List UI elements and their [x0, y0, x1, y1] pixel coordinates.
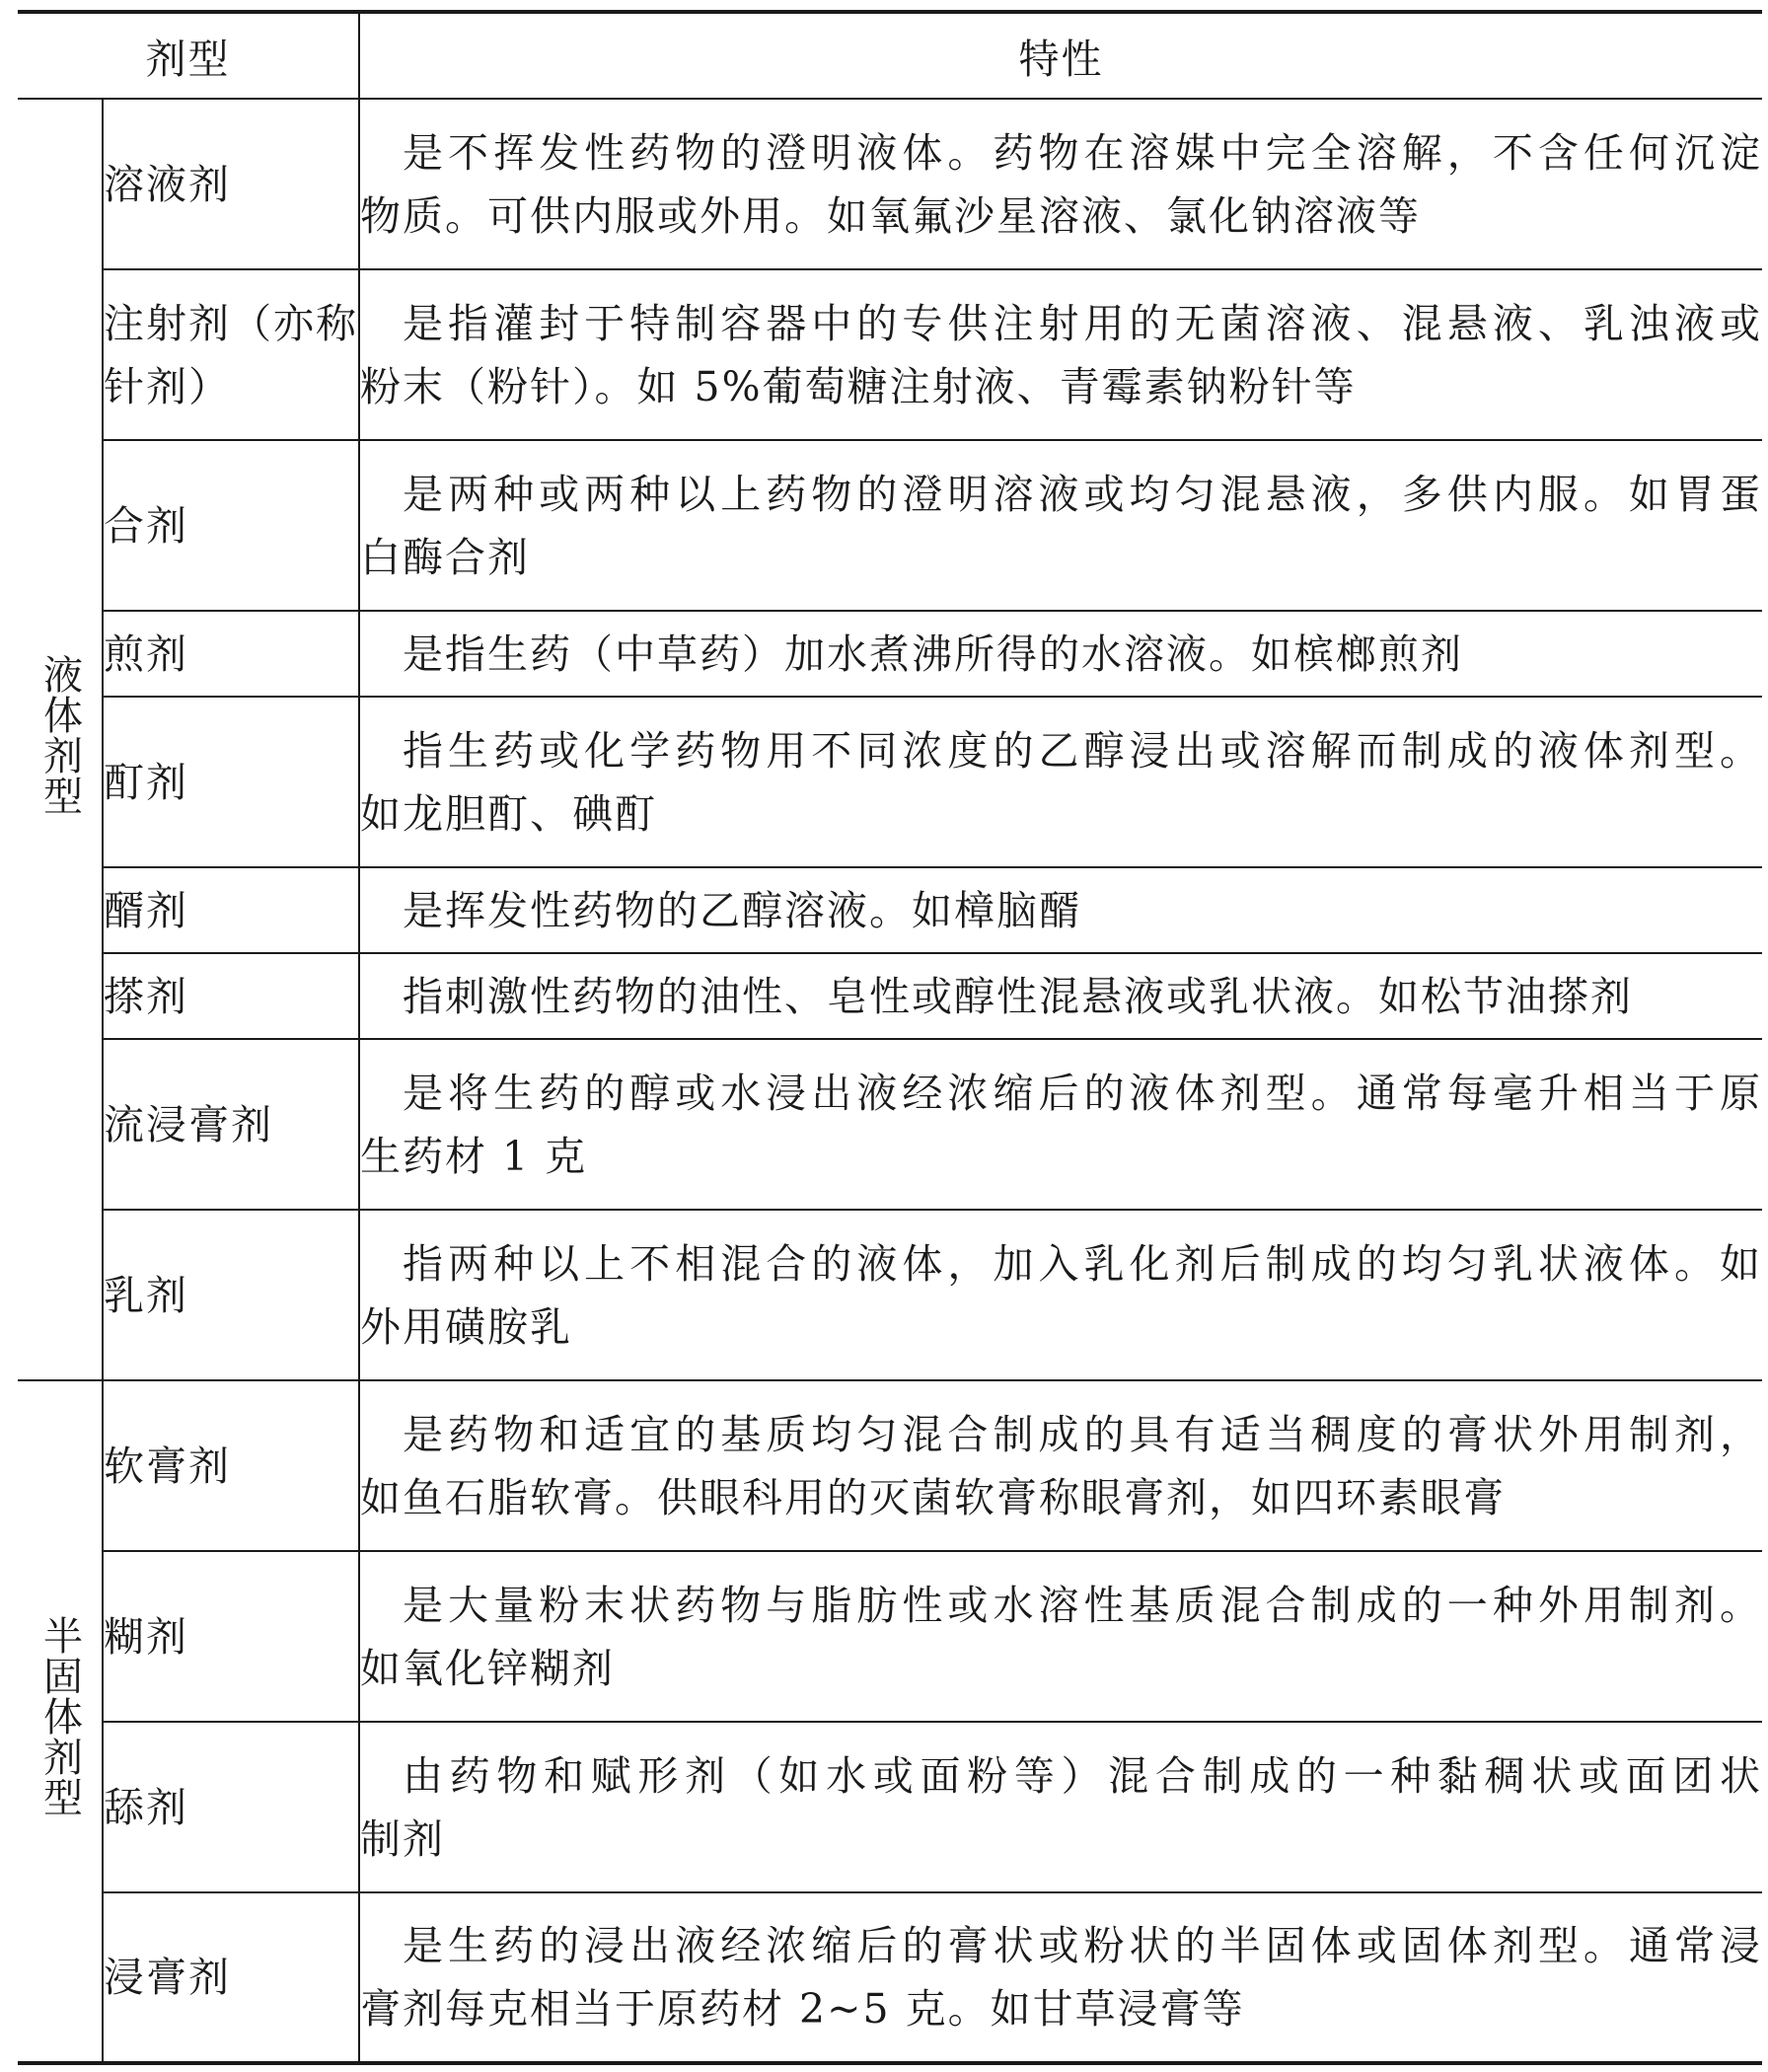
- properties-line: 生药材 1 克: [360, 1132, 588, 1180]
- table-row: [18, 611, 1762, 697]
- group-cell-liquid: [18, 99, 103, 1380]
- properties-cell: [359, 1892, 1762, 2063]
- properties-line: 白酶合剂: [360, 533, 530, 581]
- properties-cell: [359, 697, 1762, 867]
- header-row: [18, 12, 1762, 99]
- properties-line: 制剂: [360, 1814, 445, 1863]
- properties-cell: [359, 1380, 1762, 1551]
- table-header: [18, 12, 1762, 99]
- properties-line: 粉末（粉针）。如 5%葡萄糖注射液、青霉素钠粉针等: [360, 362, 1357, 410]
- header-dosage-form: 剂型: [18, 12, 359, 99]
- dosage-name-cell: 软膏剂: [103, 1380, 359, 1551]
- properties-line: 是将生药的醇或水浸出液经浓缩后的液体剂型。通常每毫升相当于原: [403, 1069, 1762, 1117]
- dosage-name-cell: 流浸膏剂: [103, 1039, 359, 1210]
- properties-line: 是指生药（中草药）加水煮沸所得的水溶液。如槟榔煎剂: [403, 629, 1463, 678]
- dosage-form-table: [18, 10, 1762, 2065]
- properties-cell: [359, 611, 1762, 697]
- table-row: [18, 1039, 1762, 1210]
- dosage-name-cell: 合剂: [103, 440, 359, 611]
- properties-line: 物质。可供内服或外用。如氧氟沙星溶液、氯化钠溶液等: [360, 191, 1421, 240]
- table-row: [18, 1551, 1762, 1722]
- properties-line: 膏剂每克相当于原药材 2~5 克。如甘草浸膏等: [360, 1985, 1245, 2033]
- properties-cell: [359, 953, 1762, 1039]
- properties-line: 指生药或化学药物用不同浓度的乙醇浸出或溶解而制成的液体剂型。: [403, 726, 1762, 775]
- dosage-name-cell: 煎剂: [103, 611, 359, 697]
- properties-cell: [359, 99, 1762, 269]
- group-cell-semisolid: [18, 1380, 103, 2063]
- properties-line: 是两种或两种以上药物的澄明溶液或均匀混悬液，多供内服。如胃蛋: [403, 470, 1762, 518]
- group-label: 半固体剂型: [37, 1615, 83, 1817]
- properties-cell: [359, 1551, 1762, 1722]
- properties-line: 由药物和赋形剂（如水或面粉等）混合制成的一种黏稠状或面团状: [403, 1751, 1762, 1800]
- properties-cell: [359, 867, 1762, 953]
- properties-line: 是不挥发性药物的澄明液体。药物在溶媒中完全溶解，不含任何沉淀: [403, 128, 1762, 177]
- dosage-name-cell: 舔剂: [103, 1722, 359, 1892]
- table-row: [18, 1892, 1762, 2063]
- properties-line: 如氧化锌糊剂: [360, 1644, 615, 1692]
- table-row: [18, 99, 1762, 269]
- properties-line: 指刺激性药物的油性、皂性或醇性混悬液或乳状液。如松节油搽剂: [403, 972, 1633, 1020]
- properties-line: 是生药的浸出液经浓缩后的膏状或粉状的半固体或固体剂型。通常浸: [403, 1922, 1762, 1969]
- table-row: [18, 440, 1762, 611]
- dosage-name-cell: 乳剂: [103, 1210, 359, 1380]
- table-body: [18, 99, 1762, 2063]
- dosage-name-cell: 醑剂: [103, 867, 359, 953]
- properties-cell: [359, 1722, 1762, 1892]
- properties-line: 是大量粉末状药物与脂肪性或水溶性基质混合制成的一种外用制剂。: [403, 1581, 1762, 1629]
- table-row: [18, 269, 1762, 440]
- table-row: [18, 1210, 1762, 1380]
- properties-line: 如龙胆酊、碘酊: [360, 789, 657, 838]
- properties-line: 指两种以上不相混合的液体，加入乳化剂后制成的均匀乳状液体。如: [403, 1239, 1762, 1288]
- dosage-name-cell: 浸膏剂: [103, 1892, 359, 2063]
- table-row: [18, 697, 1762, 867]
- dosage-name-cell: 溶液剂: [103, 99, 359, 269]
- header-properties: 特性: [359, 12, 1762, 99]
- properties-line: 外用磺胺乳: [360, 1302, 572, 1351]
- properties-line: 是指灌封于特制容器中的专供注射用的无菌溶液、混悬液、乳浊液或: [403, 299, 1762, 347]
- group-label: 液体剂型: [37, 653, 83, 816]
- dosage-name-cell: 搽剂: [103, 953, 359, 1039]
- table-row: [18, 1722, 1762, 1892]
- properties-line: 是药物和适宜的基质均匀混合制成的具有适当稠度的膏状外用制剂，: [403, 1410, 1762, 1458]
- dosage-name-cell: 糊剂: [103, 1551, 359, 1722]
- properties-cell: [359, 440, 1762, 611]
- properties-cell: [359, 269, 1762, 440]
- dosage-name-cell: 注射剂（亦称针剂）: [103, 269, 359, 440]
- table-row: [18, 953, 1762, 1039]
- dosage-name-cell: 酊剂: [103, 697, 359, 867]
- table-row: [18, 1380, 1762, 1551]
- properties-cell: [359, 1210, 1762, 1380]
- properties-cell: [359, 1039, 1762, 1210]
- properties-line: 如鱼石脂软膏。供眼科用的灭菌软膏称眼膏剂，如四环素眼膏: [360, 1473, 1506, 1521]
- table-row: [18, 867, 1762, 953]
- properties-line: 是挥发性药物的乙醇溶液。如樟脑醑: [403, 886, 1081, 934]
